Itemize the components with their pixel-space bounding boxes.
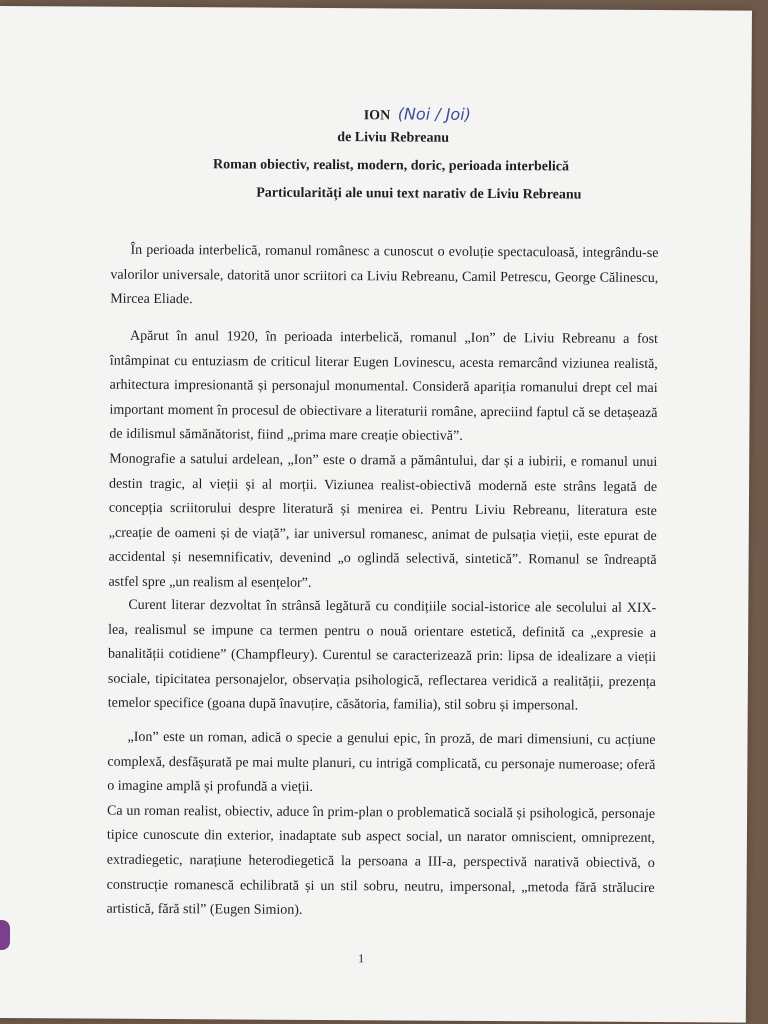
paragraph: Curent literar dezvoltat în strânsă legătură cu condițiile social-istorice ale secolului al XIX-lea, realismul se impune ca termen pentru o nouă orientare estetică, definită ca „expresie a banalității cotidiene” (Champfleury). Curentul se caracterizează prin: lipsa de idealizare a vieții sociale, tipicitatea personajelor, observația psihologică, reflectarea veridică a realității, prezența temelor specifice (goana după înavuțire, căsătoria, familia), stil sobru și impersonal. [107, 597, 657, 714]
handwritten-note: (Noi / Joi) [397, 104, 471, 124]
document-subtitle-secondary: Particularități ale unui text narativ de Liviu Rebreanu [256, 185, 582, 203]
paragraph: Apărut în anul 1920, în perioada interbelică, romanul „Ion” de Liviu Rebreanu a fost întâmpinat cu entuziasm de criticul literar Eugen Lovinescu, acesta remarcând viziunea realistă, arhitectura impresionantă și personajul monumental. Consideră apariția romanului drept cel mai important moment în procesul de obiectivare a literaturii române, apreciind faptul că se detașează de idilismul sămănătorist, fiind „prima mare creație obiectivă”. [109, 328, 659, 445]
paragraph-group-novel [106, 726, 655, 926]
document-subtitle: Roman obiectiv, realist, modern, doric, perioada interbelică [213, 157, 570, 175]
document-title [41, 102, 768, 127]
title-text: ION [363, 108, 391, 124]
edge-clip-decoration [0, 920, 10, 950]
paragraph-intro [110, 239, 658, 316]
paragraph-realism [108, 594, 657, 720]
paragraph: În perioada interbelică, romanul românesc a cunoscut o evoluție spectaculoasă, integrându-se valorilor universale, datorită unor scriitori ca Liviu Rebreanu, Camil Petrescu, George Călinescu, Mircea Eliade. [110, 242, 659, 308]
paragraph: Ca un roman realist, obiectiv, aduce în prim-plan o problematică socială și psihologică, personaje tipice cunoscute din exterior, inadaptate sub aspect social, un narator omniscient, omniprezent, extradiegetic, narațiune heterodiegetică la persoana a III-a, perspectivă narativă obiectivă, o construcție romanescă echilibrată și un stil sobru, neutru, impersonal, „metoda fără strălucire artistică, fără stil” (Eugen Simion). [106, 803, 656, 919]
paragraph: „Ion” este un roman, adică o specie a genului epic, în proză, de mari dimensiuni, cu acțiune complexă, desfășurată pe mai multe planuri, cu intrigă complicată, cu personaje numeroase; oferă o imagine amplă și profundă a vieții. [107, 729, 656, 796]
paragraph-group-reception [108, 325, 658, 599]
paragraph: Monografie a satului ardelean, „Ion” este o dramă a pământului, dar și a iubirii, e romanul unui destin tragic, al vieții și al morții. Viziunea realist-obiectivă modernă este strâns legată de concepția scriitorului despre literatură și menirea ei. Pentru Liviu Rebreanu, literatura este „creație de oameni și de viață”, iar universul romanesc, animat de pulsația vieții, este epurat de accidental și nesemnificativ, devenind „o oglindă selectivă, sintetică”. Romanul se îndreaptă astfel spre „un realism al esențelor”. [108, 451, 658, 591]
page-number: 1 [358, 951, 365, 966]
author-line: de Liviu Rebreanu [337, 130, 450, 146]
document-page [0, 6, 752, 1023]
